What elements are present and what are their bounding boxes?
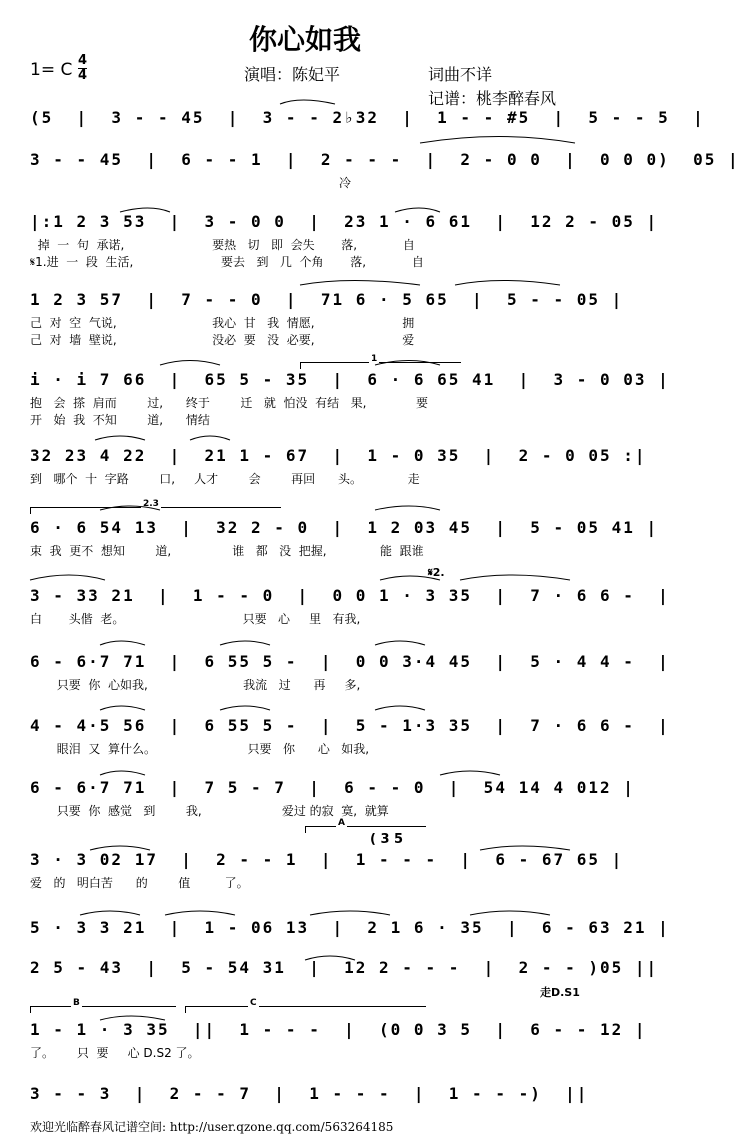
singer-credit: 演唱：陈妃平 — [244, 65, 341, 84]
notation-row: (5 | 3 - - 45 | 3 - - 2♭32 | 1 - - #5 | 5 - - 5 | — [30, 108, 705, 127]
notation-row: 3 - - 3 | 2 - - 7 | 1 - - - | 1 - - -) || — [30, 1084, 589, 1103]
ending-1-bracket — [300, 354, 461, 369]
lyric-line: 𝄋1.进 一 段 生活, 要去 到 几 个角 落, 自 — [30, 255, 424, 269]
lyric-line: 抱 会 搽 肩而 过, 终于 迁 就 怕没 有结 果, 要 — [30, 396, 428, 410]
lyric-line: 只要 你 感觉 到 我, 爱过 的寂 寞, 就算 — [30, 804, 389, 818]
notation-row: 2 5 - 43 | 5 - 54 31 | 12 2 - - - | 2 - - )05 || — [30, 958, 659, 977]
notation-row: 1 - 1 · 3 35 || 1 - - - | (0 0 3 5 | 6 - - 12 | — [30, 1020, 647, 1039]
lyric-line: 只要 你 心如我, 我流 过 再 多, — [30, 678, 361, 692]
notation-row: i · i 7 66 | 65 5 - 35 | 6 · 6 65 41 | 3 - 0 03 | — [30, 370, 670, 389]
meter-top: 4 — [78, 53, 88, 68]
ending-c-label: C — [250, 998, 257, 1008]
lyric-line: 掉 一 句 承诺, 要热 切 即 会失 落, 自 — [30, 238, 415, 252]
notation-row: 1 2 3 57 | 7 - - 0 | 71 6 · 5 65 | 5 - - 05 | — [30, 290, 624, 309]
notation-row: 3 - 33 21 | 1 - - 0 | 0 0 1 · 3 35 | 7 · 6 6 - | — [30, 586, 670, 605]
notation-row: 4 - 4·5 56 | 6 55 5 - | 5 - 1·3 35 | 7 · 6 6 - | — [30, 716, 670, 735]
segno-2-mark: 𝄋2. — [428, 566, 445, 579]
intro-a-notes: ( 3 5 — [370, 832, 404, 847]
lyric-line: 开 始 我 不知 道, 情结 — [30, 413, 210, 427]
ending-c-bracket — [185, 998, 426, 1013]
ending-a-label: A — [338, 818, 345, 828]
notation-row: 6 - 6·7 71 | 6 55 5 - | 0 0 3·4 45 | 5 · 4 4 - | — [30, 652, 670, 671]
lyric-line: 己 对 墙 壁说, 没必 要 没 必要, 爱 — [30, 333, 415, 347]
lyric-line: 了。 只 要 心 D.S2 了。 — [30, 1046, 200, 1060]
notation-row: 32 23 4 22 | 21 1 - 67 | 1 - 0 35 | 2 - 0 05 :| — [30, 446, 647, 465]
lyric-line: 白 头偕 老。 只要 心 里 有我, — [30, 612, 361, 626]
notation-row: 3 · 3 02 17 | 2 - - 1 | 1 - - - | 6 - 67 65 | — [30, 850, 624, 869]
meter-bottom: 4 — [78, 68, 88, 83]
ending-1-label: 1 — [371, 354, 378, 364]
ending-23-bracket — [30, 499, 281, 514]
ending-b-bracket — [30, 998, 176, 1013]
ds1-mark: 走D.S1 — [540, 986, 580, 999]
notation-row: 6 · 6 54 13 | 32 2 - 0 | 1 2 03 45 | 5 - 05 41 | — [30, 518, 659, 537]
ending-23-label: 2.3 — [143, 499, 159, 509]
notation-row: 6 - 6·7 71 | 7 5 - 7 | 6 - - 0 | 54 14 4 012 | — [30, 778, 635, 797]
key-signature: 1= C — [30, 60, 73, 80]
time-signature — [78, 54, 87, 83]
notation-row: 5 · 3 3 21 | 1 - 06 13 | 2 1 6 · 35 | 6 - 63 21 | — [30, 918, 670, 937]
ending-a-bracket — [305, 818, 426, 833]
lyric-line: 束 我 更不 想知 道, 谁 都 没 把握, 能 跟谁 — [30, 544, 424, 558]
footer-credit: 欢迎光临醉春风记谱空间: http://user.qzone.qq.com/563264185 — [30, 1120, 394, 1134]
lyric-line: 冷 — [30, 176, 351, 190]
lyric-line: 眼泪 又 算什么。 只要 你 心 如我, — [30, 742, 370, 756]
notation-row: |:1 2 3 53 | 3 - 0 0 | 23 1 · 6 61 | 12 2 - 05 | — [30, 212, 659, 231]
ending-b-label: B — [73, 998, 80, 1008]
lyric-line: 爱 的 明白苦 的 值 了。 — [30, 876, 249, 890]
lyricist-credit: 词曲不详 — [428, 65, 493, 84]
lyric-line: 己 对 空 气说, 我心 甘 我 情愿, 拥 — [30, 316, 415, 330]
notation-row: 3 - - 45 | 6 - - 1 | 2 - - - | 2 - 0 0 | 0 0 0) 05 | — [30, 150, 740, 169]
song-title: 你心如我 — [248, 23, 361, 56]
lyric-line: 到 哪个 十 字路 口, 人才 会 再回 头。 走 — [30, 472, 420, 486]
transcriber-credit: 记谱：桃李醉春风 — [428, 89, 557, 108]
